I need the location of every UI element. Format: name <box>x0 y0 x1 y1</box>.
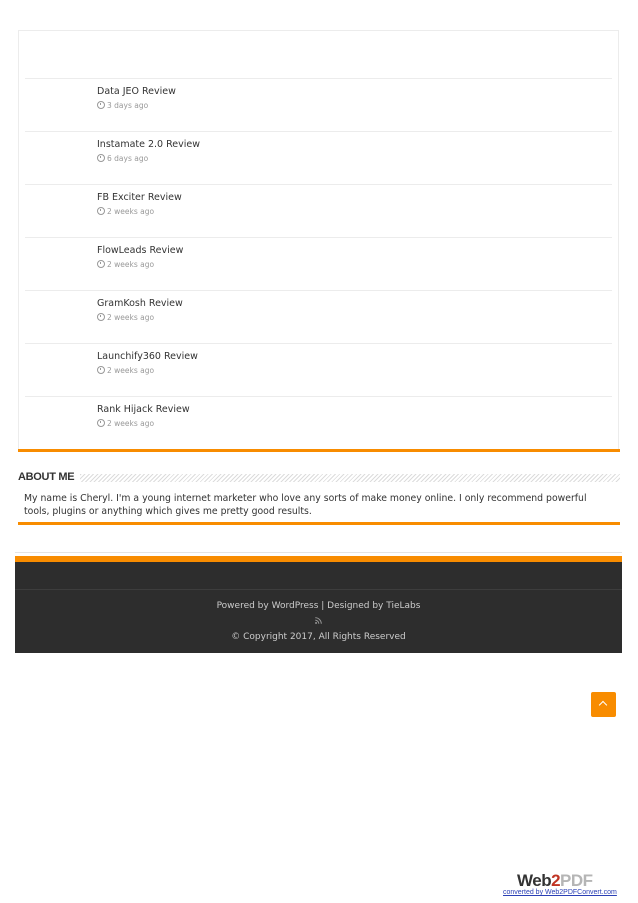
list-item[interactable] <box>25 131 612 183</box>
widget-accent-bar <box>18 522 620 525</box>
divider <box>15 552 622 553</box>
post-title[interactable]: FlowLeads Review <box>97 245 184 256</box>
list-item[interactable] <box>25 343 612 395</box>
clock-icon <box>97 313 105 321</box>
list-item[interactable] <box>25 237 612 289</box>
clock-icon <box>97 207 105 215</box>
scroll-to-top-button[interactable] <box>591 692 616 717</box>
recent-posts-list <box>25 78 612 449</box>
post-title[interactable]: FB Exciter Review <box>97 192 182 203</box>
list-item[interactable] <box>25 290 612 342</box>
post-date: 2 weeks ago <box>97 366 154 375</box>
powered-by-text[interactable]: Powered by WordPress | Designed by TieLabs <box>216 601 421 611</box>
converted-by-link[interactable]: converted by Web2PDFConvert.com <box>503 889 617 896</box>
list-item[interactable] <box>25 78 612 130</box>
footer-accent-bar <box>15 556 622 562</box>
post-title[interactable]: Launchify360 Review <box>97 351 198 362</box>
post-date: 3 days ago <box>97 101 148 110</box>
recent-posts-widget <box>18 30 619 450</box>
post-date: 6 days ago <box>97 154 148 163</box>
rss-icon[interactable] <box>15 617 622 626</box>
post-date: 2 weeks ago <box>97 207 154 216</box>
clock-icon <box>97 419 105 427</box>
widget-accent-bar <box>18 449 620 452</box>
heading-stripes <box>76 474 620 482</box>
about-widget <box>18 471 620 517</box>
web2pdf-logo: Web2PDF <box>517 871 593 890</box>
post-date: 2 weeks ago <box>97 260 154 269</box>
divider <box>15 589 622 590</box>
list-item[interactable] <box>25 396 612 448</box>
list-item[interactable] <box>25 184 612 236</box>
post-title[interactable]: Data JEO Review <box>97 86 176 97</box>
post-title[interactable]: Rank Hijack Review <box>97 404 190 415</box>
web2pdf-watermark[interactable] <box>503 871 615 899</box>
clock-icon <box>97 101 105 109</box>
about-heading <box>18 471 620 485</box>
post-title[interactable]: Instamate 2.0 Review <box>97 139 201 150</box>
clock-icon <box>97 154 105 162</box>
post-date: 2 weeks ago <box>97 313 154 322</box>
copyright-text: © Copyright 2017, All Rights Reserved <box>231 632 406 642</box>
post-title[interactable]: GramKosh Review <box>97 298 183 309</box>
about-text: My name is Cheryl. I'm a young internet marketer who love any sorts of make money online. I only recommend powerful tools, plugins or anything which gives me pretty good results. <box>24 493 587 517</box>
post-date: 2 weeks ago <box>97 419 154 428</box>
chevron-up-icon <box>599 701 607 709</box>
clock-icon <box>97 260 105 268</box>
clock-icon <box>97 366 105 374</box>
site-footer <box>15 556 622 653</box>
about-title: ABOUT ME <box>18 471 80 483</box>
